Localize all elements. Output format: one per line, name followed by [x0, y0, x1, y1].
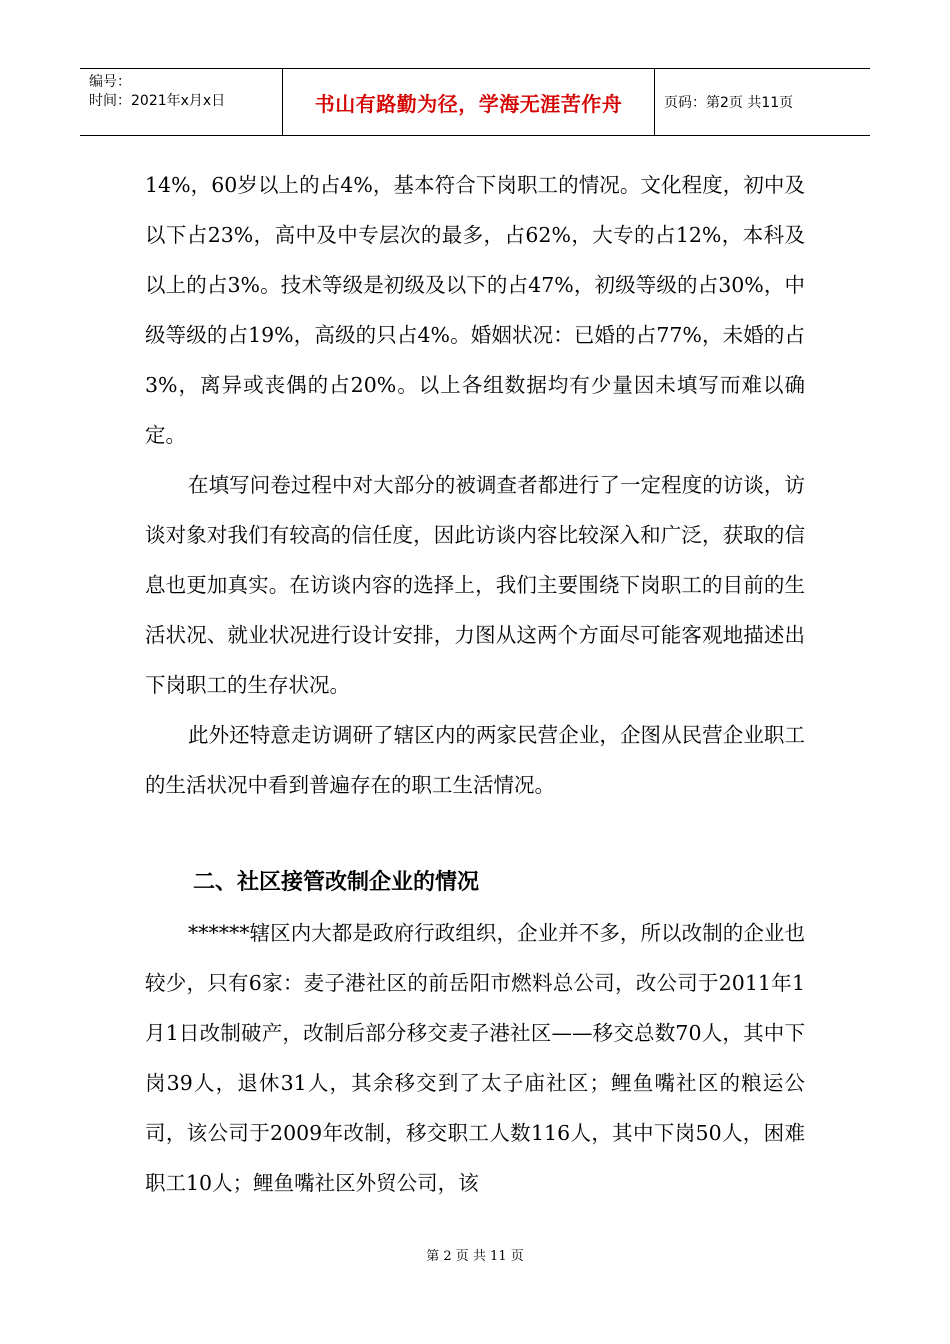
paragraph-private-enterprises: 此外还特意走访调研了辖区内的两家民营企业，企图从民营企业职工的生活状况中看到普遍存在的职工生活情况。 [145, 723, 805, 797]
paragraph-statistics: 14%，60岁以上的占4%，基本符合下岗职工的情况。文化程度，初中及以下占23%，高中及中专层次的最多，占62%，大专的占12%，本科及以上的占3%。技术等级是初级及以下的占47%，初级等级的占30%，中级等级的占19%，高级的只占4%。婚姻状况：已婚的占77%，未婚的占3%，离异或丧偶的占20%。以上各组数据均有少量因未填写而难以确定。 [145, 173, 805, 447]
header-meta [80, 69, 282, 135]
header-page-info: 页码：第2页 共11页 [664, 95, 794, 111]
page-footer: 第 2 页 共 11 页 [426, 1249, 524, 1264]
paragraph-restructured-enterprises: ******辖区内大都是政府行政组织，企业并不多，所以改制的企业也较少，只有6家：麦子港社区的前岳阳市燃料总公司，改公司于2011年1月1日改制破产，改制后部分移交麦子港社区——移交总数70人，其中下岗39人，退休31人，其余移交到了太子庙社区；鲤鱼嘴社区的粮运公司，该公司于2009年改制，移交职工人数116人，其中下岗50人，困难职工10人；鲤鱼嘴社区外贸公司，该 [145, 921, 805, 1195]
header-number-label: 编号： [89, 74, 131, 90]
page-header [80, 68, 870, 136]
header-time-label: 时间：2021年x月x日 [89, 93, 226, 109]
document-body [145, 160, 805, 1208]
paragraph-interviews: 在填写问卷过程中对大部分的被调查者都进行了一定程度的访谈，访谈对象对我们有较高的信任度，因此访谈内容比较深入和广泛，获取的信息也更加真实。在访谈内容的选择上，我们主要围绕下岗职工的目前的生活状况、就业状况进行设计安排，力图从这两个方面尽可能客观地描述出下岗职工的生存状况。 [145, 473, 805, 697]
header-motto: 书山有路勤为径，学海无涯苦作舟 [282, 69, 655, 135]
section-heading: 二、社区接管改制企业的情况 [193, 870, 480, 895]
